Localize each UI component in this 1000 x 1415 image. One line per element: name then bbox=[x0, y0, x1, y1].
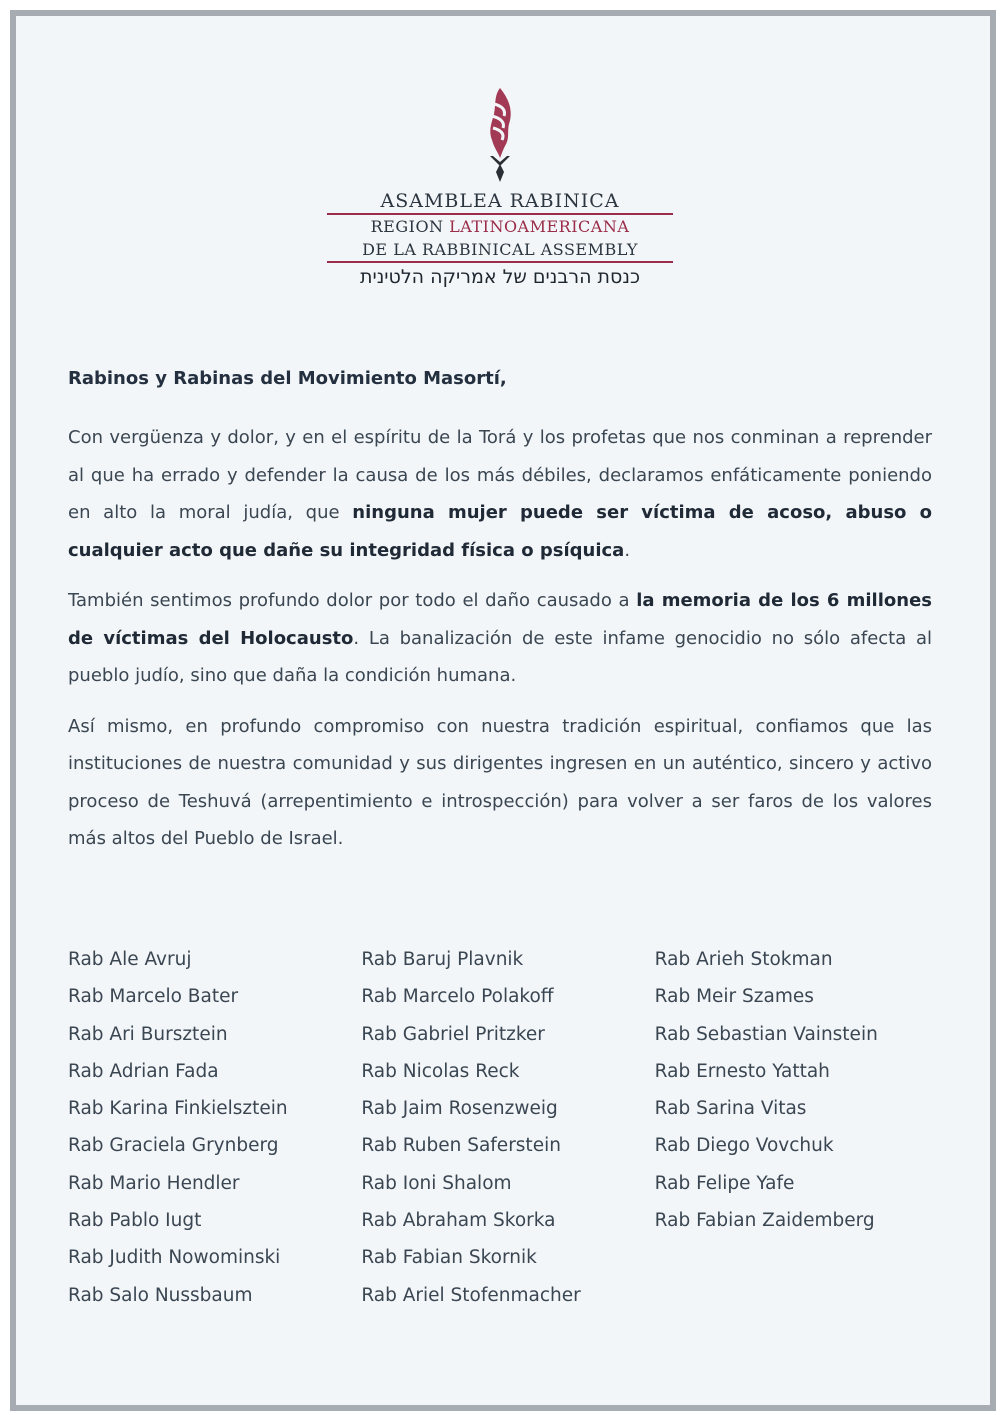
signer: Rab Karina Finkielsztein bbox=[68, 1098, 288, 1120]
org-region-prefix: REGION bbox=[370, 217, 450, 236]
signer: Rab Gabriel Pritzker bbox=[361, 1023, 545, 1045]
paragraph-2-emphasis: la memoria de los 6 millones de víctimas del Holocausto bbox=[68, 590, 932, 649]
signer: Rab Jaim Rosenzweig bbox=[361, 1098, 558, 1120]
signer: Rab Abraham Skorka bbox=[361, 1210, 556, 1232]
signer: Rab Ari Bursztein bbox=[68, 1023, 228, 1045]
signer: Rab Ernesto Yattah bbox=[654, 1060, 830, 1082]
signer: Rab Arieh Stokman bbox=[654, 949, 833, 970]
signer: Rab Fabian Skornik bbox=[361, 1247, 537, 1269]
org-region-accent: LATINOAMERICANA bbox=[449, 217, 630, 236]
signer: Rab Marcelo Polakoff bbox=[361, 986, 554, 1008]
paragraph-2 bbox=[68, 582, 932, 695]
paragraph-1-text: Con vergüenza y dolor, y en el espíritu de la Torá y los profetas que nos conminan a reprender al que ha errado y defender la causa de los más débiles, declaramos enfáticamente poniendo en alto la moral judía, que bbox=[68, 427, 932, 523]
paragraph-1-end: . bbox=[624, 539, 631, 561]
signer: Rab Sebastian Vainstein bbox=[654, 1023, 878, 1045]
flame-icon bbox=[480, 86, 520, 186]
org-name: ASAMBLEA RABINICA bbox=[380, 190, 620, 212]
divider-bottom bbox=[327, 261, 673, 263]
flame-logo bbox=[0, 86, 1000, 186]
signers-column-3 bbox=[655, 941, 948, 1314]
divider-top bbox=[327, 213, 673, 215]
signer: Rab Adrian Fada bbox=[68, 1060, 219, 1082]
signers-column-1 bbox=[68, 941, 361, 1314]
signer: Rab Nicolas Reck bbox=[361, 1060, 520, 1082]
signer: Rab Mario Hendler bbox=[68, 1172, 240, 1194]
signer: Rab Fabian Zaidemberg bbox=[654, 1210, 875, 1232]
signer: Rab Judith Nowominski bbox=[68, 1247, 281, 1269]
letter-body bbox=[68, 368, 932, 871]
paragraph-2-end: . La banalización de este infame genocidio no sólo afecta al pueblo judío, sino que daña la condición humana. bbox=[68, 627, 933, 686]
paragraph-1 bbox=[68, 419, 932, 569]
signer: Rab Meir Szames bbox=[654, 986, 814, 1008]
paragraph-3: Así mismo, en profundo compromiso con nuestra tradición espiritual, confiamos que las instituciones de nuestra comunidad y sus dirigentes ingresen en un auténtico, sincero y activo proceso de Teshuvá (arrepentimiento e introspección) para volver a ser faros de los valores más altos del Pueblo de Israel. bbox=[68, 715, 932, 849]
signer: Rab Ruben Saferstein bbox=[361, 1135, 561, 1157]
signer: Rab Pablo Iugt bbox=[68, 1210, 202, 1232]
signer: Rab Sarina Vitas bbox=[654, 1098, 807, 1120]
org-hebrew-name: כנסת הרבנים של אמריקה הלטינית bbox=[359, 266, 641, 288]
signer: Rab Ale Avruj bbox=[68, 949, 192, 970]
signers-column-2 bbox=[361, 941, 654, 1314]
signer: Rab Graciela Grynberg bbox=[68, 1135, 279, 1157]
signer: Rab Marcelo Bater bbox=[68, 986, 239, 1008]
paragraph-1-emphasis: ninguna mujer puede ser víctima de acoso, abuso o cualquier acto que dañe su integridad física o psíquica bbox=[68, 502, 933, 561]
org-region bbox=[327, 217, 673, 236]
salutation: Rabinos y Rabinas del Movimiento Masortí, bbox=[68, 368, 507, 389]
org-affiliation: DE LA RABBINICAL ASSEMBLY bbox=[362, 240, 638, 259]
signer: Rab Ariel Stofenmacher bbox=[361, 1284, 581, 1306]
signer: Rab Baruj Plavnik bbox=[361, 949, 524, 970]
signatories bbox=[68, 941, 948, 1314]
signer: Rab Ioni Shalom bbox=[361, 1172, 512, 1194]
signer: Rab Felipe Yafe bbox=[654, 1172, 795, 1194]
signer: Rab Diego Vovchuk bbox=[654, 1135, 834, 1157]
signer: Rab Salo Nussbaum bbox=[68, 1284, 253, 1306]
paragraph-2-text: También sentimos profundo dolor por todo el daño causado a bbox=[68, 590, 637, 611]
